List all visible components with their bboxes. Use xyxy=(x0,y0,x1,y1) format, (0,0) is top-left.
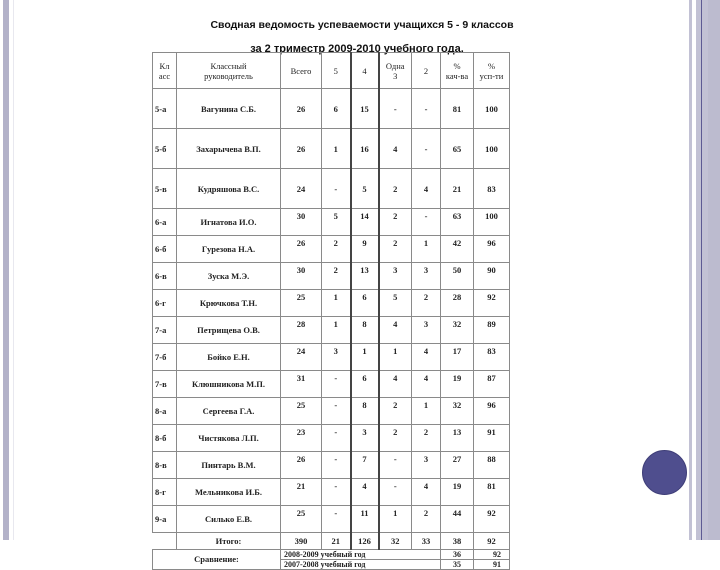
cell-total: 25 xyxy=(281,506,322,533)
cell-four: 13 xyxy=(351,263,379,290)
cell-quality: 32 xyxy=(441,317,474,344)
cell-teacher: Игнатова И.О. xyxy=(177,209,281,236)
cell-total: 24 xyxy=(281,344,322,371)
cell-class: 8-б xyxy=(153,425,177,452)
cell-quality: 32 xyxy=(441,398,474,425)
cell-class: 5-а xyxy=(153,89,177,129)
left-decorative-bar xyxy=(3,0,9,540)
cell-success: 92 xyxy=(474,290,510,317)
cell-five: 2 xyxy=(322,236,351,263)
totals-five: 21 xyxy=(322,533,351,550)
cell-one-three: 4 xyxy=(379,317,412,344)
cell-one-three: - xyxy=(379,479,412,506)
comparison-success: 92 xyxy=(474,550,510,560)
totals-label: Итого: xyxy=(177,533,281,550)
cell-success: 87 xyxy=(474,371,510,398)
header-two: 2 xyxy=(412,53,441,89)
cell-teacher: Силько Е.В. xyxy=(177,506,281,533)
cell-class: 6-г xyxy=(153,290,177,317)
cell-one-three: 2 xyxy=(379,169,412,209)
table-body-grades6-9 xyxy=(153,209,510,570)
cell-class: 5-в xyxy=(153,169,177,209)
cell-four: 14 xyxy=(351,209,379,236)
cell-success: 90 xyxy=(474,263,510,290)
cell-success: 92 xyxy=(474,506,510,533)
cell-four: 16 xyxy=(351,129,379,169)
cell-teacher: Клюшникова М.П. xyxy=(177,371,281,398)
cell-five: - xyxy=(322,398,351,425)
header-class: Кл асс xyxy=(153,53,177,89)
cell-quality: 44 xyxy=(441,506,474,533)
cell-quality: 19 xyxy=(441,371,474,398)
header-quality: % кач-ва xyxy=(441,53,474,89)
cell-five: 1 xyxy=(322,129,351,169)
cell-success: 100 xyxy=(474,129,510,169)
cell-four: 11 xyxy=(351,506,379,533)
cell-two: 3 xyxy=(412,263,441,290)
title-line-1: Сводная ведомость успеваемости учащихся 5 - 9 классов xyxy=(210,19,514,31)
right-decorative-gap xyxy=(692,0,696,540)
header-five: 5 xyxy=(322,53,351,89)
cell-teacher: Петрищева О.В. xyxy=(177,317,281,344)
cell-four: 4 xyxy=(351,479,379,506)
cell-success: 83 xyxy=(474,169,510,209)
cell-one-three: - xyxy=(379,89,412,129)
cell-one-three: 4 xyxy=(379,371,412,398)
cell-class: 8-в xyxy=(153,452,177,479)
cell-two: 4 xyxy=(412,344,441,371)
header-teacher: Классный руководитель xyxy=(177,53,281,89)
totals-success: 92 xyxy=(474,533,510,550)
cell-total: 26 xyxy=(281,452,322,479)
totals-quality: 38 xyxy=(441,533,474,550)
cell-two: - xyxy=(412,129,441,169)
cell-four: 15 xyxy=(351,89,379,129)
cell-quality: 42 xyxy=(441,236,474,263)
cell-total: 25 xyxy=(281,290,322,317)
cell-total: 25 xyxy=(281,398,322,425)
totals-one-three: 32 xyxy=(379,533,412,550)
table-header xyxy=(153,53,510,89)
table-body-grade5 xyxy=(153,89,510,209)
cell-one-three: 4 xyxy=(379,129,412,169)
cell-one-three: 3 xyxy=(379,263,412,290)
totals-row xyxy=(153,533,510,550)
grades-summary-table xyxy=(152,52,510,570)
cell-quality: 63 xyxy=(441,209,474,236)
right-decorative-edge xyxy=(708,0,720,540)
cell-one-three: 2 xyxy=(379,398,412,425)
comparison-success: 91 xyxy=(474,560,510,570)
cell-two: - xyxy=(412,89,441,129)
cell-quality: 19 xyxy=(441,479,474,506)
cell-teacher: Вагунина С.Б. xyxy=(177,89,281,129)
cell-total: 31 xyxy=(281,371,322,398)
cell-teacher: Сергеева Г.А. xyxy=(177,398,281,425)
table-row xyxy=(153,209,510,236)
cell-two: 4 xyxy=(412,169,441,209)
cell-one-three: 2 xyxy=(379,209,412,236)
cell-four: 8 xyxy=(351,317,379,344)
cell-class: 7-а xyxy=(153,317,177,344)
cell-two: 4 xyxy=(412,479,441,506)
cell-class: 8-г xyxy=(153,479,177,506)
right-decorative-line xyxy=(701,0,702,540)
totals-total: 390 xyxy=(281,533,322,550)
cell-four: 9 xyxy=(351,236,379,263)
cell-two: 1 xyxy=(412,398,441,425)
table-row xyxy=(153,452,510,479)
header-four: 4 xyxy=(351,53,379,89)
table-row xyxy=(153,169,510,209)
cell-two: - xyxy=(412,209,441,236)
cell-teacher: Кудряшова В.С. xyxy=(177,169,281,209)
cell-teacher: Мельникова И.Б. xyxy=(177,479,281,506)
cell-class: 7-б xyxy=(153,344,177,371)
table-row xyxy=(153,506,510,533)
cell-two: 2 xyxy=(412,290,441,317)
cell-total: 26 xyxy=(281,236,322,263)
cell-success: 81 xyxy=(474,479,510,506)
header-total: Всего xyxy=(281,53,322,89)
cell-one-three: 2 xyxy=(379,425,412,452)
cell-teacher: Пинтарь В.М. xyxy=(177,452,281,479)
cell-success: 100 xyxy=(474,89,510,129)
cell-total: 23 xyxy=(281,425,322,452)
header-one-three: Одна 3 xyxy=(379,53,412,89)
table-row xyxy=(153,236,510,263)
cell-five: - xyxy=(322,479,351,506)
cell-success: 89 xyxy=(474,317,510,344)
cell-quality: 81 xyxy=(441,89,474,129)
cell-total: 28 xyxy=(281,317,322,344)
cell-one-three: 2 xyxy=(379,236,412,263)
cell-one-three: 1 xyxy=(379,506,412,533)
cell-class: 6-б xyxy=(153,236,177,263)
cell-total: 26 xyxy=(281,129,322,169)
cell-five: 5 xyxy=(322,209,351,236)
cell-five: 1 xyxy=(322,290,351,317)
comparison-quality: 35 xyxy=(441,560,474,570)
totals-two: 33 xyxy=(412,533,441,550)
cell-teacher: Захарычева В.П. xyxy=(177,129,281,169)
cell-five: - xyxy=(322,371,351,398)
cell-five: - xyxy=(322,452,351,479)
cell-quality: 17 xyxy=(441,344,474,371)
cell-four: 3 xyxy=(351,425,379,452)
cell-one-three: 1 xyxy=(379,344,412,371)
cell-five: 2 xyxy=(322,263,351,290)
totals-spacer xyxy=(153,533,177,550)
cell-two: 2 xyxy=(412,425,441,452)
table-row xyxy=(153,344,510,371)
cell-two: 3 xyxy=(412,317,441,344)
cell-four: 1 xyxy=(351,344,379,371)
cell-success: 96 xyxy=(474,398,510,425)
cell-teacher: Бойко Е.Н. xyxy=(177,344,281,371)
cell-teacher: Чистякова Л.П. xyxy=(177,425,281,452)
cell-success: 88 xyxy=(474,452,510,479)
table-row xyxy=(153,129,510,169)
comparison-year: 2008-2009 учебный год xyxy=(281,550,441,560)
cell-teacher: Зуска М.Э. xyxy=(177,263,281,290)
cell-one-three: 5 xyxy=(379,290,412,317)
cell-class: 9-а xyxy=(153,506,177,533)
title-line-2: за 2 триместр 2009-2010 учебного года. xyxy=(250,43,464,55)
table-row xyxy=(153,89,510,129)
cell-four: 8 xyxy=(351,398,379,425)
comparison-year: 2007-2008 учебный год xyxy=(281,560,441,570)
table-row xyxy=(153,290,510,317)
cell-class: 6-в xyxy=(153,263,177,290)
cell-five: 6 xyxy=(322,89,351,129)
cell-two: 2 xyxy=(412,506,441,533)
cell-five: 1 xyxy=(322,317,351,344)
cell-class: 5-б xyxy=(153,129,177,169)
cell-class: 6-а xyxy=(153,209,177,236)
cell-total: 30 xyxy=(281,263,322,290)
cell-five: - xyxy=(322,506,351,533)
table-row xyxy=(153,425,510,452)
cell-five: 3 xyxy=(322,344,351,371)
table-row xyxy=(153,479,510,506)
cell-five: - xyxy=(322,425,351,452)
table-row xyxy=(153,398,510,425)
cell-class: 7-в xyxy=(153,371,177,398)
cell-two: 1 xyxy=(412,236,441,263)
cell-quality: 13 xyxy=(441,425,474,452)
cell-four: 6 xyxy=(351,290,379,317)
cell-quality: 28 xyxy=(441,290,474,317)
cell-class: 8-а xyxy=(153,398,177,425)
cell-success: 91 xyxy=(474,425,510,452)
cell-quality: 50 xyxy=(441,263,474,290)
cell-total: 26 xyxy=(281,89,322,129)
document-header xyxy=(152,18,532,56)
cell-five: - xyxy=(322,169,351,209)
cell-quality: 21 xyxy=(441,169,474,209)
slide-circle-ornament xyxy=(642,450,687,495)
header-success: % усп-ти xyxy=(474,53,510,89)
cell-success: 83 xyxy=(474,344,510,371)
cell-teacher: Крючкова Т.Н. xyxy=(177,290,281,317)
cell-quality: 27 xyxy=(441,452,474,479)
cell-two: 3 xyxy=(412,452,441,479)
cell-four: 7 xyxy=(351,452,379,479)
cell-success: 96 xyxy=(474,236,510,263)
cell-one-three: - xyxy=(379,452,412,479)
cell-total: 21 xyxy=(281,479,322,506)
comparison-quality: 36 xyxy=(441,550,474,560)
left-decorative-line xyxy=(13,0,14,540)
table-row xyxy=(153,263,510,290)
cell-four: 5 xyxy=(351,169,379,209)
comparison-label: Сравнение: xyxy=(153,550,281,570)
cell-success: 100 xyxy=(474,209,510,236)
table-row xyxy=(153,317,510,344)
cell-two: 4 xyxy=(412,371,441,398)
totals-four: 126 xyxy=(351,533,379,550)
comparison-row xyxy=(153,550,510,560)
cell-quality: 65 xyxy=(441,129,474,169)
cell-total: 24 xyxy=(281,169,322,209)
cell-teacher: Гурезова Н.А. xyxy=(177,236,281,263)
table-row xyxy=(153,371,510,398)
cell-four: 6 xyxy=(351,371,379,398)
cell-total: 30 xyxy=(281,209,322,236)
